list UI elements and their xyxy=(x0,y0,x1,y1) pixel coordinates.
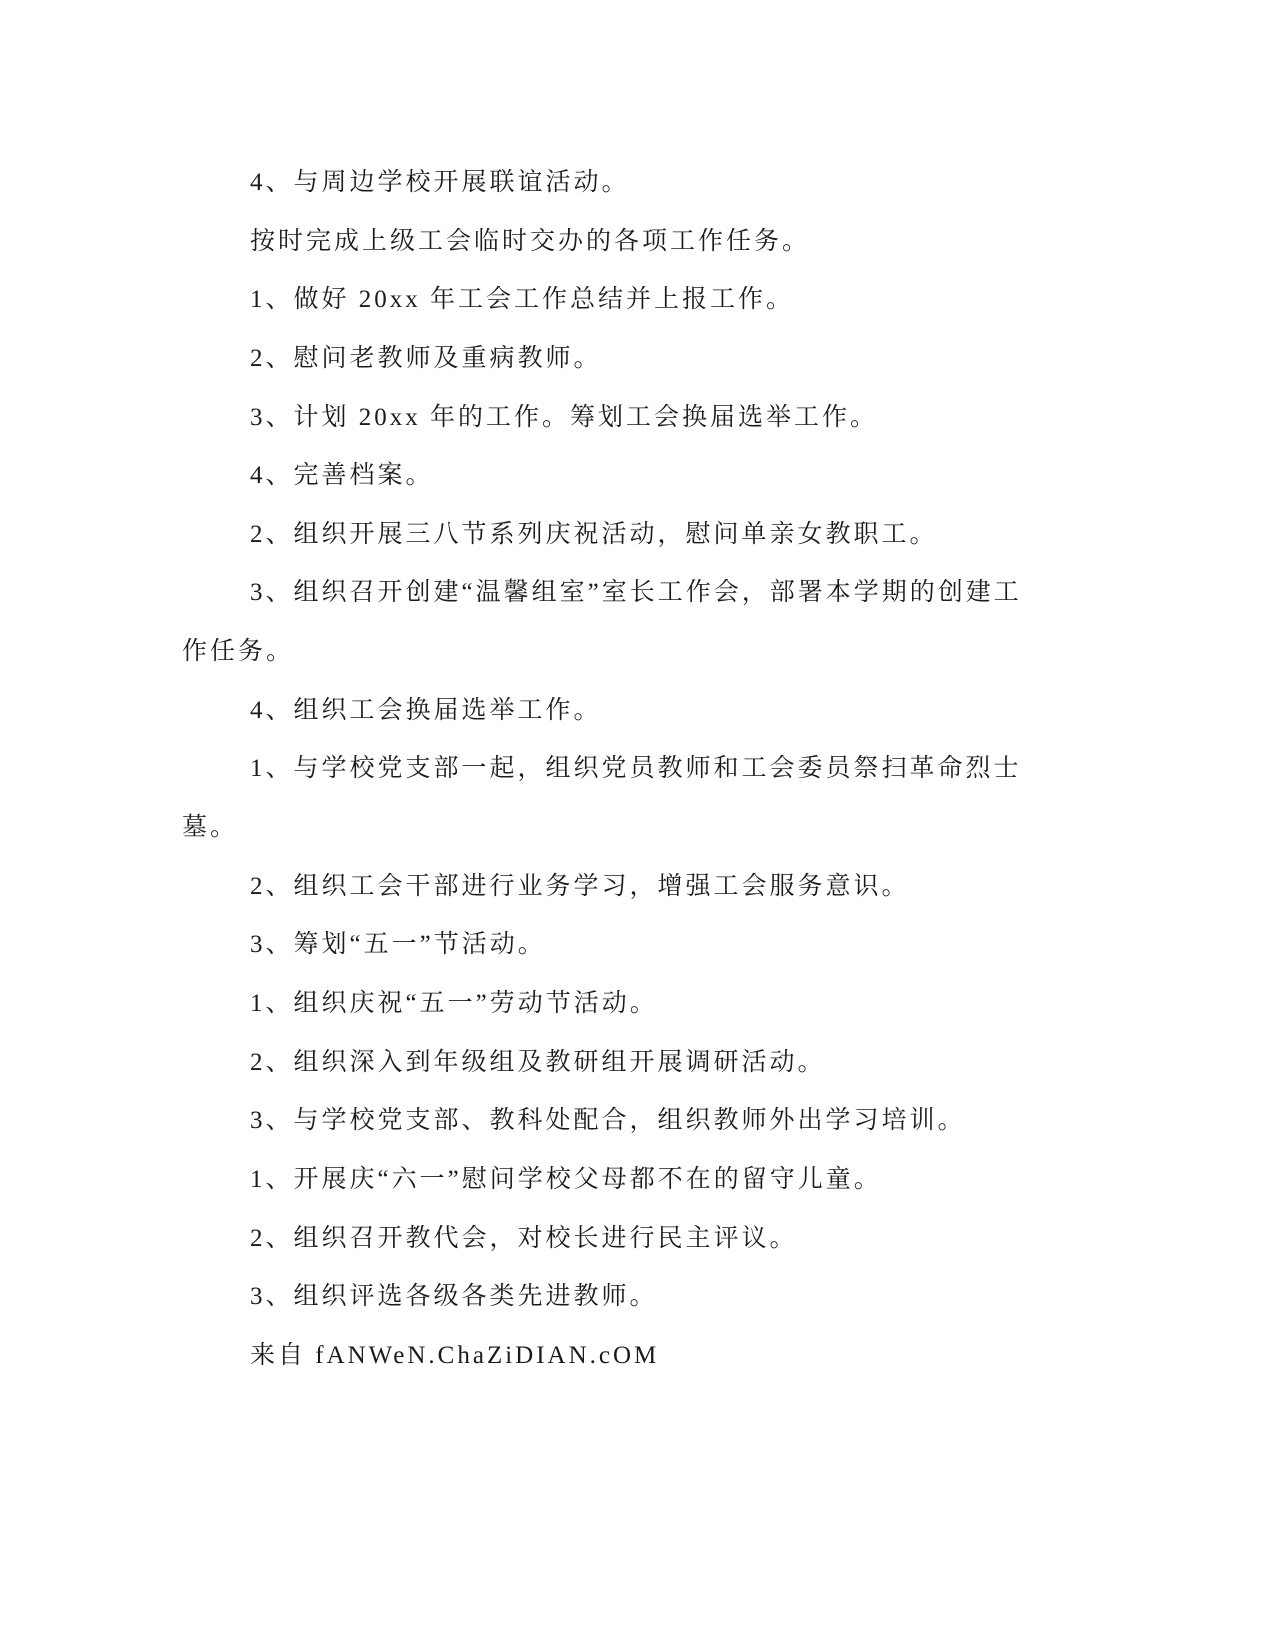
paragraph-line: 1、组织庆祝“五一”劳动节活动。 xyxy=(250,989,658,1017)
paragraph xyxy=(0,1092,1275,1151)
paragraph-line: 2、组织召开教代会，对校长进行民主评议。 xyxy=(250,1224,798,1252)
paragraph-line: 4、完善档案。 xyxy=(250,462,434,490)
paragraph-line: 1、与学校党支部一起，组织党员教师和工会委员祭扫革命烈士 xyxy=(250,755,1022,783)
paragraph-line: 3、与学校党支部、教科处配合，组织教师外出学习培训。 xyxy=(250,1107,966,1135)
paragraph-line: 2、慰问老教师及重病教师。 xyxy=(250,344,602,372)
document-body xyxy=(0,154,1275,1385)
paragraph xyxy=(0,1151,1275,1210)
paragraph-line: 按时完成上级工会临时交办的各项工作任务。 xyxy=(250,227,811,255)
paragraph xyxy=(0,975,1275,1034)
paragraph-line: 1、做好 20xx 年工会工作总结并上报工作。 xyxy=(250,286,795,314)
paragraph xyxy=(0,682,1275,741)
paragraph xyxy=(0,858,1275,917)
paragraph xyxy=(0,1268,1275,1327)
paragraph-line: 3、筹划“五一”节活动。 xyxy=(250,931,546,959)
paragraph-line: 3、计划 20xx 年的工作。筹划工会换届选举工作。 xyxy=(250,403,879,431)
paragraph xyxy=(0,740,1275,857)
paragraph xyxy=(0,1034,1275,1093)
paragraph xyxy=(0,1210,1275,1269)
paragraph-line: 2、组织开展三八节系列庆祝活动，慰问单亲女教职工。 xyxy=(250,520,938,548)
paragraph-line: 1、开展庆“六一”慰问学校父母都不在的留守儿童。 xyxy=(250,1165,882,1193)
paragraph-line: 3、组织召开创建“温馨组室”室长工作会，部署本学期的创建工 xyxy=(250,579,1022,607)
paragraph xyxy=(0,271,1275,330)
source-note xyxy=(0,1327,1275,1386)
paragraph-line-continued: 作任务。 xyxy=(182,638,295,666)
paragraph xyxy=(0,154,1275,213)
paragraph-line-continued: 墓。 xyxy=(182,814,239,842)
paragraph-line: 2、组织工会干部进行业务学习，增强工会服务意识。 xyxy=(250,872,910,900)
paragraph-line: 2、组织深入到年级组及教研组开展调研活动。 xyxy=(250,1048,826,1076)
paragraph-line: 4、与周边学校开展联谊活动。 xyxy=(250,169,630,196)
paragraph xyxy=(0,916,1275,975)
paragraph-line: 3、组织评选各级各类先进教师。 xyxy=(250,1283,658,1311)
paragraph xyxy=(0,330,1275,389)
paragraph xyxy=(0,506,1275,565)
source-note-text: 来自 fANWeN.ChaZiDIAN.cOM xyxy=(250,1341,660,1369)
paragraph-line: 4、组织工会换届选举工作。 xyxy=(250,696,602,724)
paragraph xyxy=(0,447,1275,506)
paragraph xyxy=(0,389,1275,448)
paragraph xyxy=(0,213,1275,272)
paragraph xyxy=(0,564,1275,681)
